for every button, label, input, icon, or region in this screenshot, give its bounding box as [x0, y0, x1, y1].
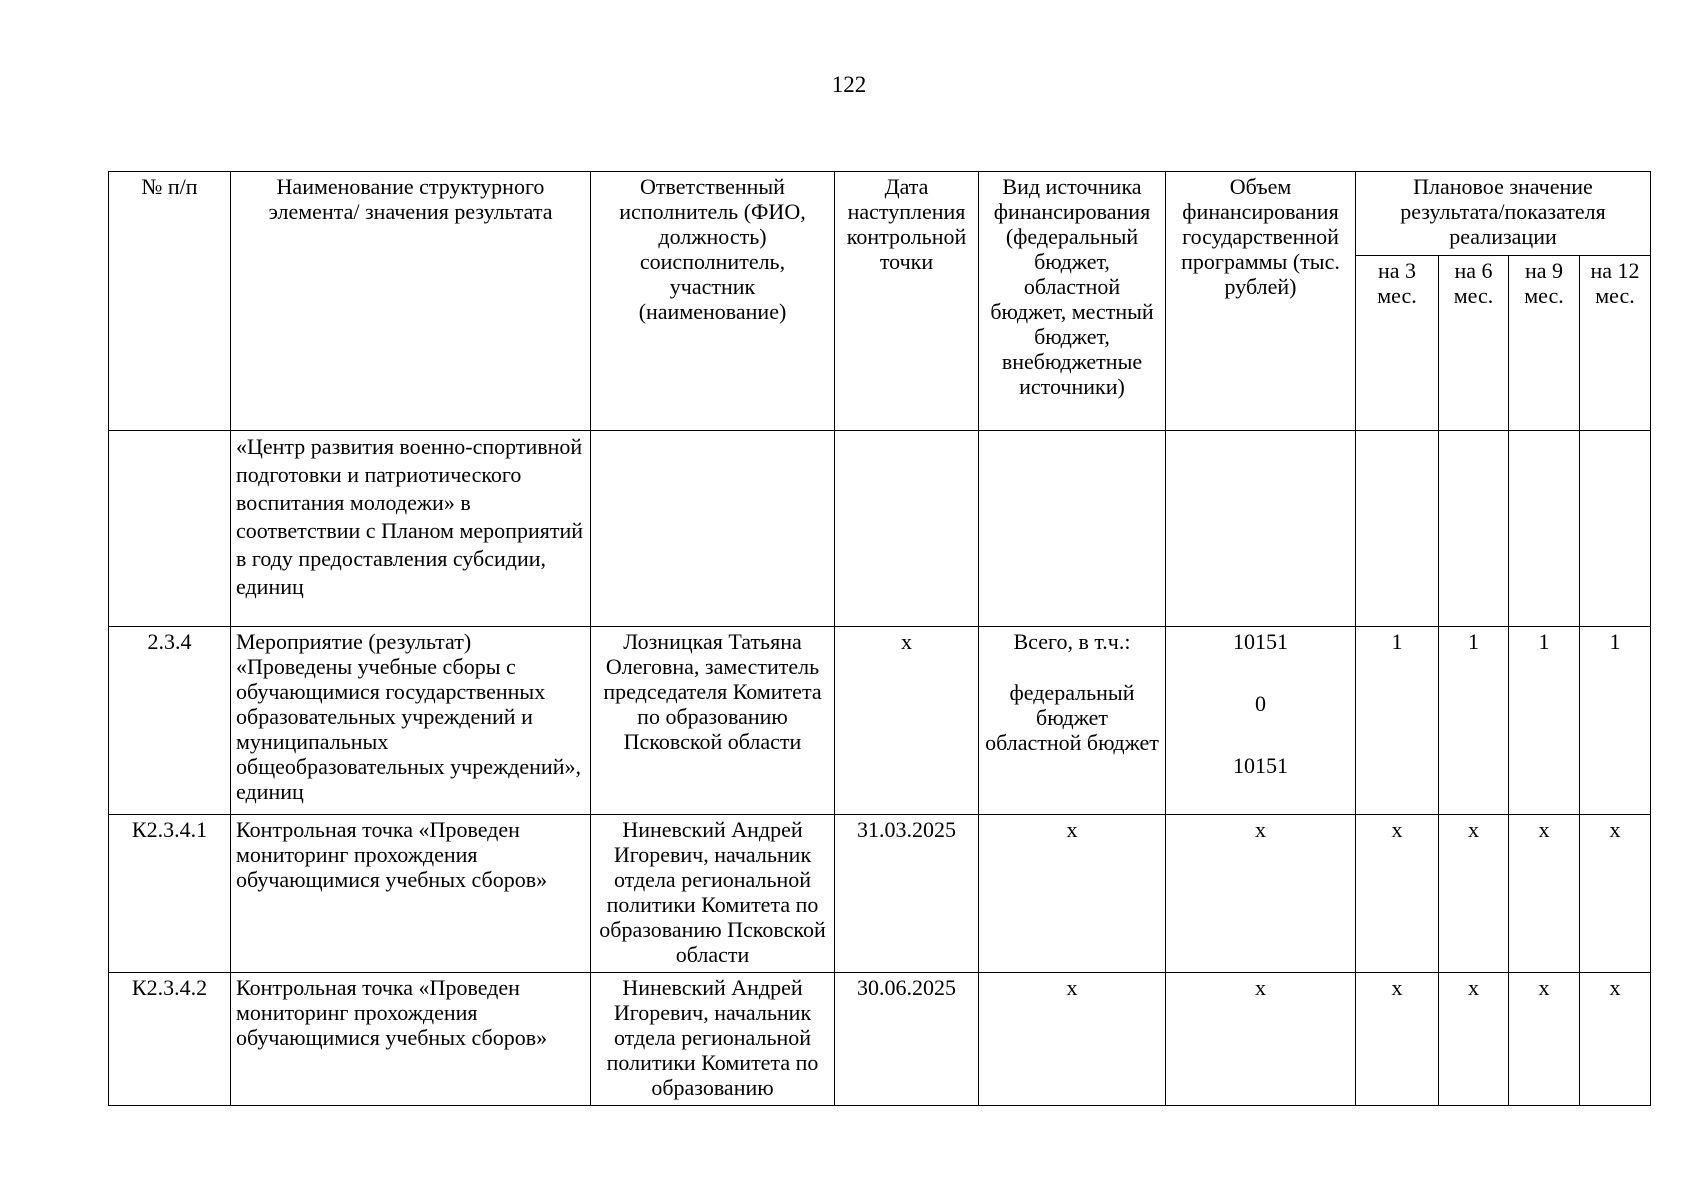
plan-table [108, 171, 1651, 1106]
row-date: 31.03.2025 [835, 815, 979, 973]
row-source [979, 431, 1166, 627]
row-m3: 1 [1356, 627, 1439, 815]
row-source: х [979, 973, 1166, 1106]
row-volume: х [1166, 815, 1356, 973]
header-m9: на 9 мес. [1509, 256, 1580, 431]
row-m6: 1 [1439, 627, 1509, 815]
row-m12: х [1580, 815, 1651, 973]
source-regional: областной бюджет [985, 730, 1159, 755]
volume-federal: 0 [1255, 691, 1266, 716]
row-date [835, 431, 979, 627]
row-volume [1166, 431, 1356, 627]
row-m3: х [1356, 973, 1439, 1106]
row-m9 [1509, 431, 1580, 627]
row-m12 [1580, 431, 1651, 627]
row-num: К2.3.4.1 [109, 815, 231, 973]
row-m3: х [1356, 815, 1439, 973]
header-m3: на 3 мес. [1356, 256, 1439, 431]
row-m9: х [1509, 973, 1580, 1106]
row-m9: 1 [1509, 627, 1580, 815]
spacer [984, 654, 1160, 668]
row-name: Контрольная точка «Проведен мониторинг прохождения обучающимися учебных сборов» [231, 973, 591, 1106]
row-volume: х [1166, 973, 1356, 1106]
row-responsible: Нинeвский Андрей Игоревич, начальник отдела региональной политики Комитета по образованию [591, 973, 835, 1106]
header-m12: на 12 мес. [1580, 256, 1651, 431]
row-m6: х [1439, 815, 1509, 973]
header-responsible: Ответственный исполнитель (ФИО, должность) соисполнитель, участник (наименование) [591, 172, 835, 431]
table-row [109, 627, 1651, 815]
row-name: «Центр развития военно-спортивной подготовки и патриотического воспитания молодежи» в соответствии с Планом мероприятий в году предоставления субсидии, единиц [231, 431, 591, 627]
header-row [109, 172, 1651, 256]
row-responsible: Нинeвский Андрей Игоревич, начальник отдела региональной политики Комитета по образованию Псковской области [591, 815, 835, 973]
source-federal: федеральный бюджет [1009, 680, 1135, 730]
source-total: Всего, в т.ч.: [1013, 629, 1131, 654]
header-name: Наименование структурного элемента/ значения результата [231, 172, 591, 431]
row-num: 2.3.4 [109, 627, 231, 815]
row-m3 [1356, 431, 1439, 627]
row-responsible [591, 431, 835, 627]
row-source [979, 627, 1166, 815]
table-row [109, 815, 1651, 973]
volume-regional: 10151 [1233, 753, 1288, 778]
row-source: х [979, 815, 1166, 973]
header-plan: Плановое значение результата/показателя реализации [1356, 172, 1651, 256]
row-date: 30.06.2025 [835, 973, 979, 1106]
row-m12: 1 [1580, 627, 1651, 815]
table-row [109, 973, 1651, 1106]
row-num: К2.3.4.2 [109, 973, 231, 1106]
header-date: Дата наступления контрольной точки [835, 172, 979, 431]
row-date: х [835, 627, 979, 815]
row-m12: х [1580, 973, 1651, 1106]
row-volume [1166, 627, 1356, 815]
row-responsible: Лозницкая Татьяна Олеговна, заместитель председателя Комитета по образованию Псковской области [591, 627, 835, 815]
row-m9: х [1509, 815, 1580, 973]
row-name: Контрольная точка «Проведен мониторинг прохождения обучающимися учебных сборов» [231, 815, 591, 973]
row-m6 [1439, 431, 1509, 627]
header-m6: на 6 мес. [1439, 256, 1509, 431]
header-num: № п/п [109, 172, 231, 431]
table-row [109, 431, 1651, 627]
row-num [109, 431, 231, 627]
row-m6: х [1439, 973, 1509, 1106]
header-volume: Объем финансирования государственной программы (тыс. рублей) [1166, 172, 1356, 431]
header-source: Вид источника финансирования (федеральный бюджет, областной бюджет, местный бюджет, внебюджетные источники) [979, 172, 1166, 431]
volume-total: 10151 [1233, 629, 1288, 654]
page-number: 122 [831, 72, 867, 97]
row-name: Мероприятие (результат) «Проведены учебные сборы с обучающимися государственных образовательных учреждений и муниципальных общеобразовательных учреждений», единиц [231, 627, 591, 815]
